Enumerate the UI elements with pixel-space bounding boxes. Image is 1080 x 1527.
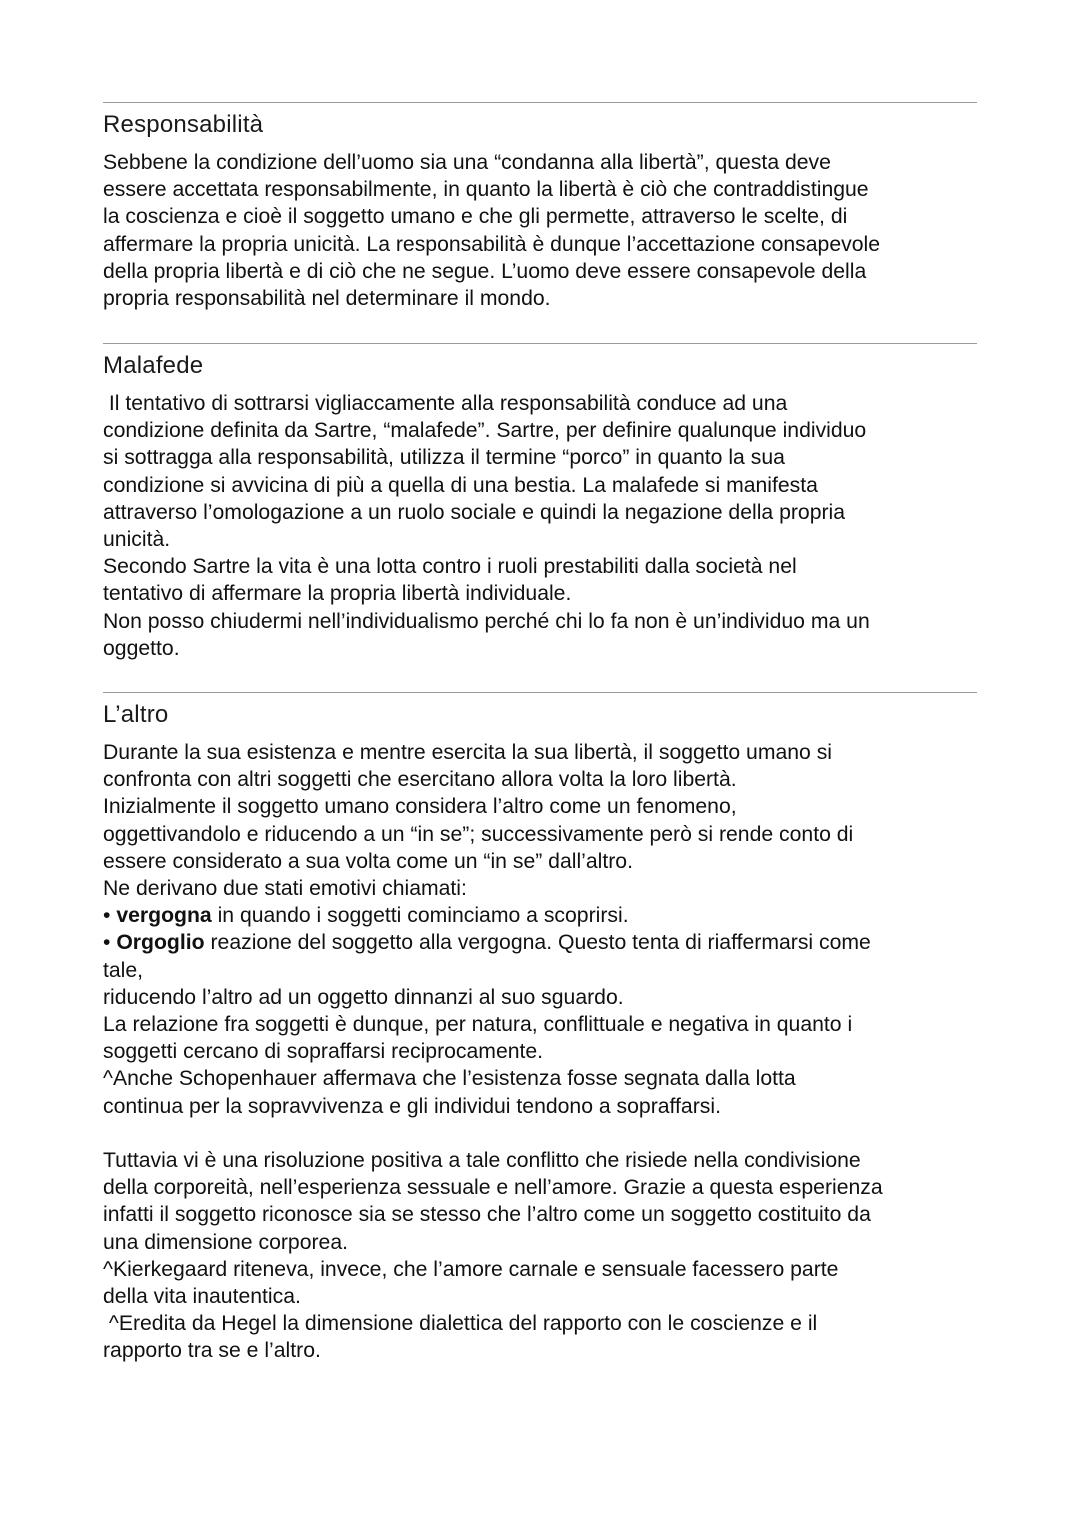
- text-line: essere considerato a sua volta come un “in se” dall’altro.: [103, 849, 633, 873]
- bullet-marker: •: [103, 904, 117, 928]
- section-laltro: [103, 692, 977, 1365]
- bullet-item-orgoglio: [103, 929, 977, 956]
- text-line: Tuttavia vi è una risoluzione positiva a tale conflitto che risiede nella condivisione: [103, 1149, 861, 1173]
- text-line: infatti il soggetto riconosce sia se stesso che l’altro come un soggetto costituito da: [103, 1203, 871, 1227]
- text-line: ^Eredita da Hegel la dimensione dialettica del rapporto con le coscienze e il: [103, 1312, 818, 1336]
- text-line: ^Anche Schopenhauer affermava che l’esistenza fosse segnata dalla lotta: [103, 1067, 796, 1091]
- bullet-text: reazione del soggetto alla vergogna. Questo tenta di riaffermarsi come: [204, 931, 871, 955]
- text-line: propria responsabilità nel determinare il mondo.: [103, 287, 551, 311]
- text-line: confronta con altri soggetti che esercitano allora volta la loro libertà.: [103, 768, 737, 792]
- text-line: essere accettata responsabilmente, in quanto la libertà è ciò che contraddistingue: [103, 178, 869, 202]
- bullet-marker: •: [103, 931, 117, 955]
- text-line: si sottragga alla responsabilità, utilizza il termine “porco” in quanto la sua: [103, 446, 785, 470]
- bullet-term: vergogna: [116, 904, 212, 928]
- text-line: unicità.: [103, 528, 171, 552]
- section-body: [103, 390, 977, 662]
- text-line: attraverso l’omologazione a un ruolo sociale e quindi la negazione della propria: [103, 500, 846, 524]
- section-divider: [103, 692, 977, 693]
- text-line: della corporeità, nell’esperienza sessuale e nell’amore. Grazie a questa esperienza: [103, 1176, 883, 1200]
- text-line: Durante la sua esistenza e mentre esercita la sua libertà, il soggetto umano si: [103, 741, 833, 764]
- text-line: riducendo l’altro ad un oggetto dinnanzi al suo sguardo.: [103, 985, 624, 1009]
- text-line: della vita inautentica.: [103, 1285, 301, 1309]
- text-line: Ne derivano due stati emotivi chiamati:: [103, 877, 467, 901]
- text-line: oggetto.: [103, 636, 180, 660]
- text-line: rapporto tra se e l’altro.: [103, 1339, 321, 1363]
- section-heading: L’altro: [103, 701, 169, 728]
- text-line: oggettivandolo e riducendo a un “in se”; successivamente però si rende conto di: [103, 822, 854, 846]
- text-line: tale,: [103, 958, 144, 982]
- text-line: la coscienza e cioè il soggetto umano e che gli permette, attraverso le scelte, di: [103, 205, 848, 229]
- section-body: [103, 149, 977, 312]
- text-line: Secondo Sartre la vita è una lotta contro i ruoli prestabiliti dalla società nel: [103, 555, 797, 579]
- text-line: continua per la sopravvivenza e gli individui tendono a sopraffarsi.: [103, 1094, 721, 1118]
- bullet-text: in quando i soggetti cominciamo a scoprirsi.: [211, 904, 629, 928]
- section-divider: [103, 102, 977, 103]
- text-line: La relazione fra soggetti è dunque, per natura, conflittuale e negativa in quanto i: [103, 1013, 853, 1037]
- text-line: una dimensione corporea.: [103, 1230, 348, 1254]
- text-line: condizione si avvicina di più a quella di una bestia. La malafede si manifesta: [103, 473, 818, 497]
- text-line: Non posso chiudermi nell’individualismo perché chi lo fa non è un’individuo ma un: [103, 609, 870, 633]
- text-line: della propria libertà e di ciò che ne segue. L’uomo deve essere consapevole della: [103, 259, 867, 283]
- text-line: Inizialmente il soggetto umano considera l’altro come un fenomeno,: [103, 795, 737, 819]
- paragraph-spacer: [103, 1120, 977, 1147]
- text-line: Sebbene la condizione dell’uomo sia una “condanna alla libertà”, questa deve: [103, 151, 831, 174]
- text-line: Il tentativo di sottrarsi vigliaccamente alla responsabilità conduce ad una: [103, 392, 788, 415]
- text-line: ^Kierkegaard riteneva, invece, che l’amore carnale e sensuale facessero parte: [103, 1257, 839, 1281]
- bullet-term: Orgoglio: [116, 931, 205, 955]
- section-heading: Responsabilità: [103, 111, 264, 138]
- text-line: tentativo di affermare la propria libertà individuale.: [103, 582, 572, 606]
- section-malafede: [103, 343, 977, 662]
- section-body: [103, 739, 977, 1365]
- section-responsabilita: [103, 102, 977, 312]
- bullet-item-vergogna: [103, 902, 977, 929]
- section-heading: Malafede: [103, 352, 204, 379]
- text-line: condizione definita da Sartre, “malafede”. Sartre, per definire qualunque individuo: [103, 419, 867, 443]
- text-line: affermare la propria unicità. La responsabilità è dunque l’accettazione consapevole: [103, 232, 880, 256]
- section-divider: [103, 343, 977, 344]
- text-line: soggetti cercano di sopraffarsi reciprocamente.: [103, 1040, 544, 1064]
